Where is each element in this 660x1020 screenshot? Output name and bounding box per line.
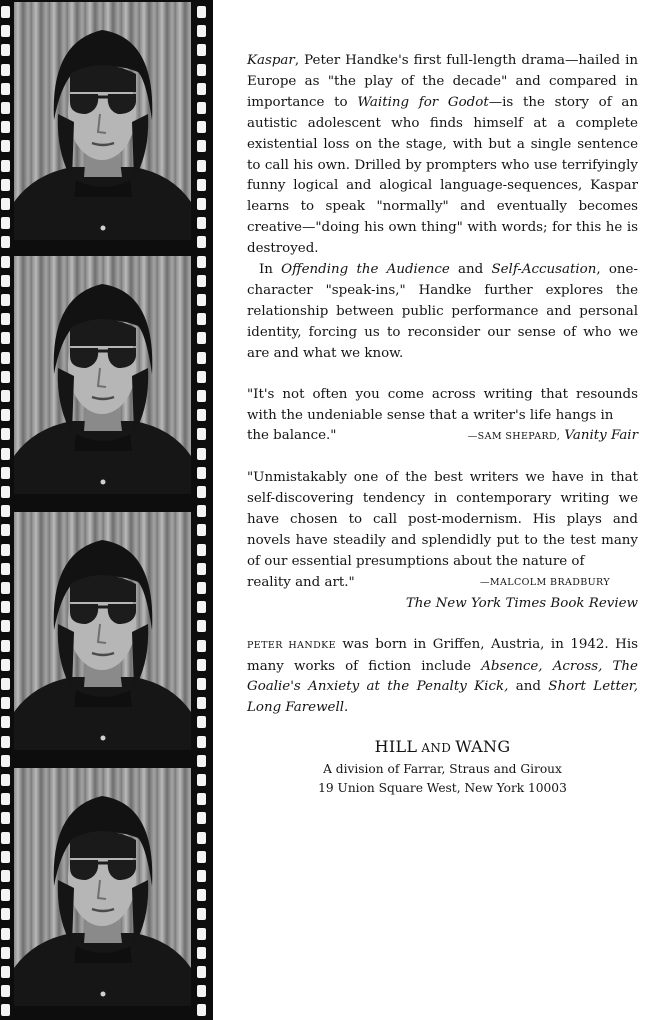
sprocket-hole xyxy=(197,736,206,748)
sprocket-hole xyxy=(1,275,10,287)
film-frame-3 xyxy=(14,512,191,750)
sprocket-hole xyxy=(1,236,10,248)
sprocket-hole xyxy=(197,275,206,287)
sprocket-hole xyxy=(197,6,206,18)
sprocket-hole xyxy=(197,678,206,690)
portrait-photo-icon xyxy=(14,2,191,240)
sprocket-hole xyxy=(197,428,206,440)
play-title-offending: Offending the Audience xyxy=(281,262,450,278)
sprocket-hole xyxy=(1,640,10,652)
sprocket-hole xyxy=(197,236,206,248)
film-strip xyxy=(0,0,213,1020)
sprocket-hole xyxy=(1,371,10,383)
sprocket-hole xyxy=(1,486,10,498)
publisher-address: 19 Union Square West, New York 10003 xyxy=(318,781,567,796)
sprocket-hole xyxy=(1,851,10,863)
sprocket-hole xyxy=(1,928,10,940)
sprocket-hole xyxy=(197,582,206,594)
sprocket-hole xyxy=(1,102,10,114)
sprocket-hole xyxy=(197,870,206,882)
sprocket-hole xyxy=(1,793,10,805)
sprocket-hole xyxy=(1,678,10,690)
sprocket-hole xyxy=(1,1004,10,1016)
back-cover-text xyxy=(247,51,638,798)
sprocket-hole xyxy=(1,294,10,306)
sprocket-hole xyxy=(1,179,10,191)
sprocket-hole xyxy=(197,985,206,997)
sprocket-hole xyxy=(197,121,206,133)
sprocket-hole xyxy=(1,544,10,556)
sprocket-hole xyxy=(197,390,206,402)
portrait-photo-icon xyxy=(14,256,191,494)
sprocket-hole xyxy=(1,409,10,421)
sprocket-hole xyxy=(1,889,10,901)
film-frame-2 xyxy=(14,256,191,494)
portrait-photo-icon xyxy=(14,768,191,1006)
quote-citation-bradbury: reality and art." —MALCOLM BRADBURY xyxy=(247,573,638,594)
sprocket-hole xyxy=(197,217,206,229)
author-bio: PETER HANDKE was born in Griffen, Austria, in 1942. His many works of fiction include Absence, Across, The Goalie's Anxiety at the Penalty Kick, and Short Letter, Long Farewell. xyxy=(247,636,638,716)
sprocket-hole xyxy=(1,313,10,325)
sprocket-hole xyxy=(197,524,206,536)
quote-source: The New York Times Book Review xyxy=(405,595,638,611)
sprocket-hole xyxy=(1,256,10,268)
sprocket-hole xyxy=(197,697,206,709)
sprocket-hole xyxy=(197,83,206,95)
author-name: PETER HANDKE xyxy=(247,639,336,651)
sprocket-hole xyxy=(197,755,206,767)
sprocket-hole xyxy=(197,563,206,575)
sprocket-hole xyxy=(197,889,206,901)
description-paragraph-1: Kaspar, Peter Handke's first full-length drama—hailed in Europe as "the play of the decade" and compared in importance to Waiting for Godot—is the story of an autistic adolescent who finds himself at a complete existential loss on the stage, with but a single sentence to call his own. Drilled by prompters who use terrifyingly funny logical and alogical language-sequences, Kaspar learns to speak "normally" and eventually becomes creative—"doing his own thing" with words; for this he is destroyed. xyxy=(247,53,638,257)
quote-author: —SAM SHEPARD, xyxy=(467,431,561,443)
publisher-name: HILL AND WANG xyxy=(374,737,511,757)
sprocket-hole xyxy=(1,505,10,517)
sprocket-hole xyxy=(1,697,10,709)
sprocket-hole xyxy=(197,448,206,460)
sprocket-hole xyxy=(197,505,206,517)
sprocket-hole xyxy=(1,390,10,402)
sprocket-hole xyxy=(197,25,206,37)
sprocket-hole xyxy=(197,908,206,920)
sprocket-hole xyxy=(1,659,10,671)
sprocket-hole xyxy=(197,313,206,325)
sprocket-hole xyxy=(1,947,10,959)
sprocket-hole xyxy=(1,524,10,536)
sprocket-hole xyxy=(197,352,206,364)
sprocket-hole xyxy=(197,409,206,421)
sprocket-hole xyxy=(1,620,10,632)
sprocket-hole xyxy=(1,83,10,95)
sprocket-hole xyxy=(1,812,10,824)
sprocket-hole xyxy=(197,928,206,940)
play-title-self-accusation: Self-Accusation xyxy=(491,262,597,278)
sprocket-hole xyxy=(1,217,10,229)
sprocket-hole xyxy=(197,774,206,786)
sprocket-holes-left xyxy=(1,0,11,1020)
quote-author: —MALCOLM BRADBURY xyxy=(479,576,610,588)
play-title-kaspar: Kaspar xyxy=(247,53,295,68)
sprocket-hole xyxy=(197,544,206,556)
sprocket-hole xyxy=(197,294,206,306)
publisher-division: A division of Farrar, Straus and Giroux xyxy=(323,762,562,777)
sprocket-hole xyxy=(1,198,10,210)
quote-citation-shepard: the balance." —SAM SHEPARD, Vanity Fair xyxy=(247,428,638,444)
sprocket-hole xyxy=(1,716,10,728)
play-title-godot: Waiting for Godot xyxy=(357,94,489,110)
sprocket-hole xyxy=(1,332,10,344)
sprocket-hole xyxy=(1,140,10,152)
publisher-block xyxy=(247,735,638,798)
sprocket-hole xyxy=(197,832,206,844)
sprocket-hole xyxy=(1,352,10,364)
sprocket-hole xyxy=(197,947,206,959)
sprocket-hole xyxy=(1,64,10,76)
review-quote-bradbury: "Unmistakably one of the best writers we have in that self-discovering tendency in contemporary writing we have chosen to call post-modernism. His plays and novels have steadily and splendidly put to the test many of our essential presumptions about the nature of reality and art." —MALCOLM BRADBURY The New York Times Book Review xyxy=(247,470,638,611)
sprocket-hole xyxy=(197,140,206,152)
sprocket-hole xyxy=(197,601,206,613)
sprocket-hole xyxy=(197,486,206,498)
sprocket-hole xyxy=(1,25,10,37)
sprocket-hole xyxy=(197,179,206,191)
sprocket-hole xyxy=(197,371,206,383)
sprocket-hole xyxy=(1,755,10,767)
sprocket-hole xyxy=(1,121,10,133)
sprocket-hole xyxy=(197,198,206,210)
sprocket-hole xyxy=(1,966,10,978)
quote-source: Vanity Fair xyxy=(564,428,638,444)
sprocket-hole xyxy=(197,793,206,805)
sprocket-hole xyxy=(197,102,206,114)
sprocket-hole xyxy=(1,448,10,460)
sprocket-hole xyxy=(197,620,206,632)
sprocket-hole xyxy=(1,582,10,594)
sprocket-holes-right xyxy=(197,0,207,1020)
sprocket-hole xyxy=(197,812,206,824)
sprocket-hole xyxy=(197,851,206,863)
description-paragraph-2: In Offending the Audience and Self-Accusation, one-character "speak-ins," Handke further explores the relationship between public performance and personal identity, forcing us to reconsider our sense of who we are and what we know. xyxy=(247,262,638,361)
sprocket-hole xyxy=(197,659,206,671)
sprocket-hole xyxy=(1,774,10,786)
portrait-photo-icon xyxy=(14,512,191,750)
sprocket-hole xyxy=(1,6,10,18)
sprocket-hole xyxy=(197,44,206,56)
sprocket-hole xyxy=(1,832,10,844)
review-quote-shepard: "It's not often you come across writing that resounds with the undeniable sense that a writer's life hangs in the balance." —SAM SHEPARD, Vanity Fair xyxy=(247,385,638,449)
sprocket-hole xyxy=(197,716,206,728)
sprocket-hole xyxy=(197,332,206,344)
sprocket-hole xyxy=(197,160,206,172)
sprocket-hole xyxy=(1,870,10,882)
sprocket-hole xyxy=(197,256,206,268)
sprocket-hole xyxy=(197,467,206,479)
sprocket-hole xyxy=(1,44,10,56)
sprocket-hole xyxy=(1,160,10,172)
sprocket-hole xyxy=(1,563,10,575)
sprocket-hole xyxy=(1,985,10,997)
sprocket-hole xyxy=(197,64,206,76)
film-frame-1 xyxy=(14,2,191,240)
sprocket-hole xyxy=(197,966,206,978)
sprocket-hole xyxy=(1,428,10,440)
sprocket-hole xyxy=(1,908,10,920)
sprocket-hole xyxy=(1,467,10,479)
sprocket-hole xyxy=(197,640,206,652)
sprocket-hole xyxy=(1,601,10,613)
film-frame-4 xyxy=(14,768,191,1006)
sprocket-hole xyxy=(197,1004,206,1016)
sprocket-hole xyxy=(1,736,10,748)
